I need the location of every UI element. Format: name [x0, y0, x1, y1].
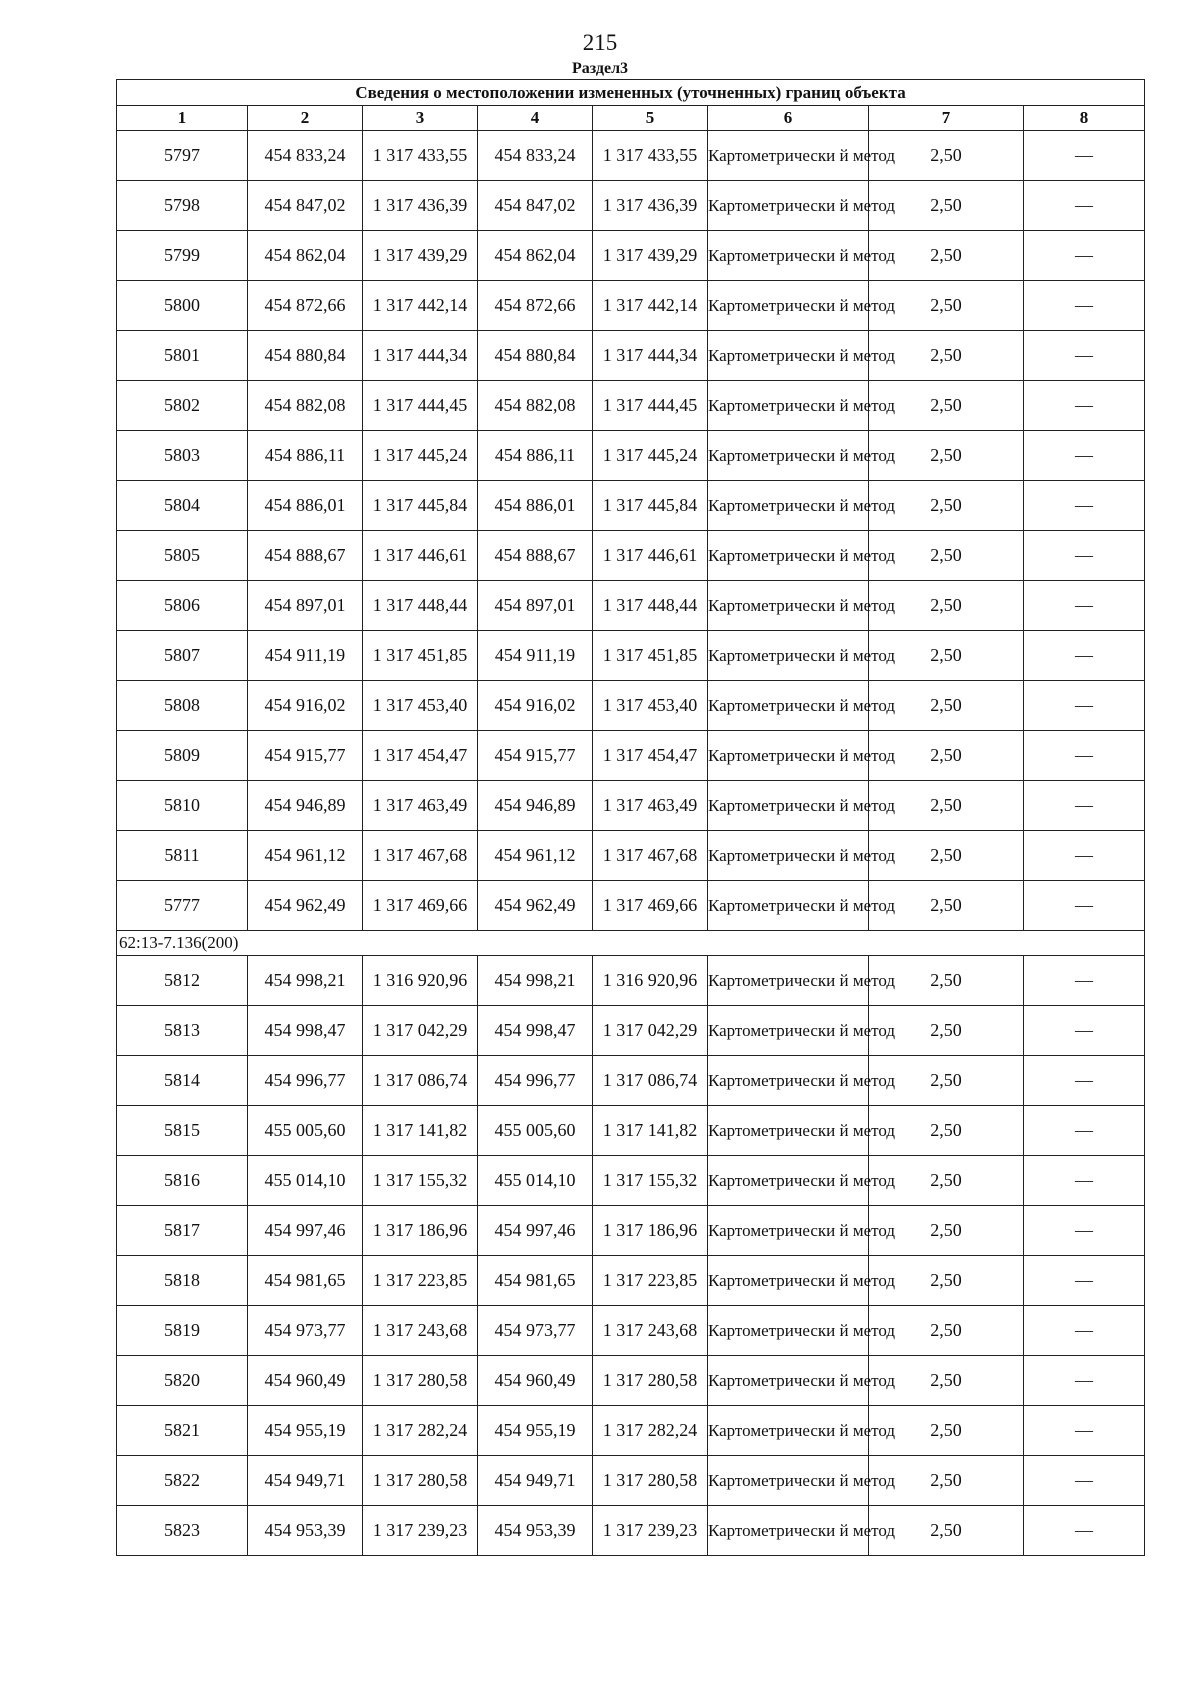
- new-x-coordinate-cell: 454 996,77: [478, 1056, 593, 1106]
- method-cell: Картометрически й метод: [708, 231, 869, 281]
- table-row: [117, 281, 1145, 331]
- y-coordinate-cell: 1 317 444,45: [363, 381, 478, 431]
- x-coordinate-cell: 454 973,77: [248, 1306, 363, 1356]
- table-row: [117, 431, 1145, 481]
- accuracy-cell: 2,50: [869, 1456, 1024, 1506]
- description-cell: —: [1024, 381, 1145, 431]
- table-row: [117, 731, 1145, 781]
- new-y-coordinate-cell: 1 317 445,84: [593, 481, 708, 531]
- column-number: 1: [117, 106, 248, 131]
- new-y-coordinate-cell: 1 317 445,24: [593, 431, 708, 481]
- new-y-coordinate-cell: 1 317 280,58: [593, 1356, 708, 1406]
- new-x-coordinate-cell: 454 973,77: [478, 1306, 593, 1356]
- x-coordinate-cell: 454 915,77: [248, 731, 363, 781]
- column-number: 6: [708, 106, 869, 131]
- point-number-cell: 5800: [117, 281, 248, 331]
- x-coordinate-cell: 454 888,67: [248, 531, 363, 581]
- method-cell: Картометрически й метод: [708, 1206, 869, 1256]
- table-row: [117, 1056, 1145, 1106]
- table-row: [117, 231, 1145, 281]
- description-cell: —: [1024, 1406, 1145, 1456]
- x-coordinate-cell: 454 960,49: [248, 1356, 363, 1406]
- table-row: [117, 956, 1145, 1006]
- table-row: [117, 831, 1145, 881]
- new-y-coordinate-cell: 1 317 186,96: [593, 1206, 708, 1256]
- table-row: [117, 1306, 1145, 1356]
- accuracy-cell: 2,50: [869, 631, 1024, 681]
- x-coordinate-cell: 454 911,19: [248, 631, 363, 681]
- new-x-coordinate-cell: 454 961,12: [478, 831, 593, 881]
- column-number: 4: [478, 106, 593, 131]
- method-cell: Картометрически й метод: [708, 1306, 869, 1356]
- new-x-coordinate-cell: 454 949,71: [478, 1456, 593, 1506]
- column-number: 5: [593, 106, 708, 131]
- y-coordinate-cell: 1 317 445,84: [363, 481, 478, 531]
- new-x-coordinate-cell: 454 997,46: [478, 1206, 593, 1256]
- description-cell: —: [1024, 331, 1145, 381]
- description-cell: —: [1024, 956, 1145, 1006]
- accuracy-cell: 2,50: [869, 131, 1024, 181]
- description-cell: —: [1024, 1506, 1145, 1556]
- description-cell: —: [1024, 181, 1145, 231]
- point-number-cell: 5808: [117, 681, 248, 731]
- y-coordinate-cell: 1 317 445,24: [363, 431, 478, 481]
- new-y-coordinate-cell: 1 317 280,58: [593, 1456, 708, 1506]
- description-cell: —: [1024, 1056, 1145, 1106]
- new-x-coordinate-cell: 454 886,11: [478, 431, 593, 481]
- y-coordinate-cell: 1 317 243,68: [363, 1306, 478, 1356]
- column-number-row: [117, 106, 1145, 131]
- new-x-coordinate-cell: 454 960,49: [478, 1356, 593, 1406]
- table-row: [117, 1356, 1145, 1406]
- new-y-coordinate-cell: 1 317 042,29: [593, 1006, 708, 1056]
- point-number-cell: 5823: [117, 1506, 248, 1556]
- x-coordinate-cell: 454 981,65: [248, 1256, 363, 1306]
- accuracy-cell: 2,50: [869, 1256, 1024, 1306]
- point-number-cell: 5821: [117, 1406, 248, 1456]
- table-row: [117, 681, 1145, 731]
- x-coordinate-cell: 454 880,84: [248, 331, 363, 381]
- description-cell: —: [1024, 681, 1145, 731]
- y-coordinate-cell: 1 317 155,32: [363, 1156, 478, 1206]
- point-number-cell: 5820: [117, 1356, 248, 1406]
- point-number-cell: 5805: [117, 531, 248, 581]
- point-number-cell: 5799: [117, 231, 248, 281]
- table-row: [117, 1106, 1145, 1156]
- point-number-cell: 5802: [117, 381, 248, 431]
- x-coordinate-cell: 454 847,02: [248, 181, 363, 231]
- point-number-cell: 5814: [117, 1056, 248, 1106]
- method-cell: Картометрически й метод: [708, 331, 869, 381]
- x-coordinate-cell: 454 962,49: [248, 881, 363, 931]
- accuracy-cell: 2,50: [869, 581, 1024, 631]
- point-number-cell: 5815: [117, 1106, 248, 1156]
- table-row: [117, 781, 1145, 831]
- new-x-coordinate-cell: 455 005,60: [478, 1106, 593, 1156]
- x-coordinate-cell: 454 872,66: [248, 281, 363, 331]
- new-y-coordinate-cell: 1 317 141,82: [593, 1106, 708, 1156]
- column-number: 2: [248, 106, 363, 131]
- new-x-coordinate-cell: 454 916,02: [478, 681, 593, 731]
- table-row: [117, 881, 1145, 931]
- column-number: 7: [869, 106, 1024, 131]
- x-coordinate-cell: 454 886,01: [248, 481, 363, 531]
- y-coordinate-cell: 1 317 454,47: [363, 731, 478, 781]
- new-y-coordinate-cell: 1 317 436,39: [593, 181, 708, 231]
- y-coordinate-cell: 1 317 186,96: [363, 1206, 478, 1256]
- method-cell: Картометрически й метод: [708, 631, 869, 681]
- description-cell: —: [1024, 1156, 1145, 1206]
- group-label: 62:13-7.136(200): [117, 931, 1145, 956]
- x-coordinate-cell: 454 953,39: [248, 1506, 363, 1556]
- y-coordinate-cell: 1 317 086,74: [363, 1056, 478, 1106]
- method-cell: Картометрически й метод: [708, 531, 869, 581]
- method-cell: Картометрически й метод: [708, 1006, 869, 1056]
- table-row: [117, 331, 1145, 381]
- accuracy-cell: 2,50: [869, 431, 1024, 481]
- y-coordinate-cell: 1 317 433,55: [363, 131, 478, 181]
- table-row: [117, 1006, 1145, 1056]
- y-coordinate-cell: 1 317 451,85: [363, 631, 478, 681]
- table-row: [117, 1156, 1145, 1206]
- accuracy-cell: 2,50: [869, 831, 1024, 881]
- x-coordinate-cell: 454 998,21: [248, 956, 363, 1006]
- point-number-cell: 5812: [117, 956, 248, 1006]
- method-cell: Картометрически й метод: [708, 481, 869, 531]
- new-x-coordinate-cell: 454 915,77: [478, 731, 593, 781]
- new-x-coordinate-cell: 454 833,24: [478, 131, 593, 181]
- description-cell: —: [1024, 1006, 1145, 1056]
- description-cell: —: [1024, 581, 1145, 631]
- method-cell: Картометрически й метод: [708, 431, 869, 481]
- x-coordinate-cell: 454 996,77: [248, 1056, 363, 1106]
- new-x-coordinate-cell: 454 911,19: [478, 631, 593, 681]
- accuracy-cell: 2,50: [869, 1406, 1024, 1456]
- point-number-cell: 5777: [117, 881, 248, 931]
- accuracy-cell: 2,50: [869, 1106, 1024, 1156]
- description-cell: —: [1024, 431, 1145, 481]
- description-cell: —: [1024, 1206, 1145, 1256]
- y-coordinate-cell: 1 317 282,24: [363, 1406, 478, 1456]
- accuracy-cell: 2,50: [869, 1306, 1024, 1356]
- column-number: 8: [1024, 106, 1145, 131]
- new-y-coordinate-cell: 1 317 239,23: [593, 1506, 708, 1556]
- table-row: [117, 1406, 1145, 1456]
- accuracy-cell: 2,50: [869, 531, 1024, 581]
- description-cell: —: [1024, 1456, 1145, 1506]
- x-coordinate-cell: 455 014,10: [248, 1156, 363, 1206]
- table-caption: Сведения о местоположении измененных (уточненных) границ объекта: [117, 80, 1145, 106]
- point-number-cell: 5813: [117, 1006, 248, 1056]
- coordinates-table: [116, 79, 1145, 1556]
- table-row: [117, 631, 1145, 681]
- point-number-cell: 5806: [117, 581, 248, 631]
- point-number-cell: 5803: [117, 431, 248, 481]
- y-coordinate-cell: 1 317 453,40: [363, 681, 478, 731]
- new-y-coordinate-cell: 1 317 467,68: [593, 831, 708, 881]
- accuracy-cell: 2,50: [869, 781, 1024, 831]
- new-y-coordinate-cell: 1 317 086,74: [593, 1056, 708, 1106]
- description-cell: —: [1024, 831, 1145, 881]
- group-label-row: [117, 931, 1145, 956]
- table-body: [117, 131, 1145, 1556]
- x-coordinate-cell: 454 862,04: [248, 231, 363, 281]
- new-y-coordinate-cell: 1 317 446,61: [593, 531, 708, 581]
- new-y-coordinate-cell: 1 317 243,68: [593, 1306, 708, 1356]
- table-row: [117, 1506, 1145, 1556]
- new-x-coordinate-cell: 454 862,04: [478, 231, 593, 281]
- x-coordinate-cell: 454 946,89: [248, 781, 363, 831]
- accuracy-cell: 2,50: [869, 481, 1024, 531]
- table-caption-row: [117, 80, 1145, 106]
- accuracy-cell: 2,50: [869, 331, 1024, 381]
- new-x-coordinate-cell: 454 946,89: [478, 781, 593, 831]
- new-y-coordinate-cell: 1 317 469,66: [593, 881, 708, 931]
- y-coordinate-cell: 1 317 280,58: [363, 1456, 478, 1506]
- new-x-coordinate-cell: 454 897,01: [478, 581, 593, 631]
- new-y-coordinate-cell: 1 317 155,32: [593, 1156, 708, 1206]
- method-cell: Картометрически й метод: [708, 281, 869, 331]
- table-row: [117, 1206, 1145, 1256]
- y-coordinate-cell: 1 317 223,85: [363, 1256, 478, 1306]
- new-x-coordinate-cell: 454 872,66: [478, 281, 593, 331]
- x-coordinate-cell: 454 886,11: [248, 431, 363, 481]
- accuracy-cell: 2,50: [869, 956, 1024, 1006]
- method-cell: Картометрически й метод: [708, 1056, 869, 1106]
- table-row: [117, 581, 1145, 631]
- y-coordinate-cell: 1 317 469,66: [363, 881, 478, 931]
- accuracy-cell: 2,50: [869, 731, 1024, 781]
- table-row: [117, 481, 1145, 531]
- accuracy-cell: 2,50: [869, 681, 1024, 731]
- y-coordinate-cell: 1 317 444,34: [363, 331, 478, 381]
- description-cell: —: [1024, 131, 1145, 181]
- table-row: [117, 181, 1145, 231]
- new-x-coordinate-cell: 454 955,19: [478, 1406, 593, 1456]
- y-coordinate-cell: 1 317 141,82: [363, 1106, 478, 1156]
- new-x-coordinate-cell: 454 847,02: [478, 181, 593, 231]
- method-cell: Картометрически й метод: [708, 131, 869, 181]
- point-number-cell: 5816: [117, 1156, 248, 1206]
- new-x-coordinate-cell: 454 998,21: [478, 956, 593, 1006]
- x-coordinate-cell: 454 998,47: [248, 1006, 363, 1056]
- new-y-coordinate-cell: 1 317 448,44: [593, 581, 708, 631]
- table-row: [117, 1256, 1145, 1306]
- description-cell: —: [1024, 631, 1145, 681]
- new-y-coordinate-cell: 1 317 433,55: [593, 131, 708, 181]
- new-y-coordinate-cell: 1 317 454,47: [593, 731, 708, 781]
- new-y-coordinate-cell: 1 317 442,14: [593, 281, 708, 331]
- description-cell: —: [1024, 1306, 1145, 1356]
- new-x-coordinate-cell: 454 953,39: [478, 1506, 593, 1556]
- method-cell: Картометрически й метод: [708, 956, 869, 1006]
- point-number-cell: 5817: [117, 1206, 248, 1256]
- x-coordinate-cell: 454 997,46: [248, 1206, 363, 1256]
- y-coordinate-cell: 1 317 436,39: [363, 181, 478, 231]
- method-cell: Картометрически й метод: [708, 731, 869, 781]
- accuracy-cell: 2,50: [869, 1506, 1024, 1556]
- method-cell: Картометрически й метод: [708, 781, 869, 831]
- description-cell: —: [1024, 731, 1145, 781]
- method-cell: Картометрически й метод: [708, 1406, 869, 1456]
- point-number-cell: 5811: [117, 831, 248, 881]
- y-coordinate-cell: 1 317 448,44: [363, 581, 478, 631]
- description-cell: —: [1024, 231, 1145, 281]
- x-coordinate-cell: 454 916,02: [248, 681, 363, 731]
- accuracy-cell: 2,50: [869, 281, 1024, 331]
- x-coordinate-cell: 454 833,24: [248, 131, 363, 181]
- method-cell: Картометрически й метод: [708, 831, 869, 881]
- accuracy-cell: 2,50: [869, 1156, 1024, 1206]
- y-coordinate-cell: 1 317 042,29: [363, 1006, 478, 1056]
- point-number-cell: 5807: [117, 631, 248, 681]
- new-x-coordinate-cell: 454 880,84: [478, 331, 593, 381]
- table-row: [117, 381, 1145, 431]
- method-cell: Картометрически й метод: [708, 681, 869, 731]
- new-x-coordinate-cell: 455 014,10: [478, 1156, 593, 1206]
- method-cell: Картометрически й метод: [708, 181, 869, 231]
- new-x-coordinate-cell: 454 888,67: [478, 531, 593, 581]
- description-cell: —: [1024, 481, 1145, 531]
- method-cell: Картометрически й метод: [708, 881, 869, 931]
- x-coordinate-cell: 455 005,60: [248, 1106, 363, 1156]
- y-coordinate-cell: 1 317 467,68: [363, 831, 478, 881]
- column-number: 3: [363, 106, 478, 131]
- accuracy-cell: 2,50: [869, 231, 1024, 281]
- new-x-coordinate-cell: 454 998,47: [478, 1006, 593, 1056]
- new-y-coordinate-cell: 1 316 920,96: [593, 956, 708, 1006]
- method-cell: Картометрически й метод: [708, 1256, 869, 1306]
- new-x-coordinate-cell: 454 962,49: [478, 881, 593, 931]
- point-number-cell: 5804: [117, 481, 248, 531]
- x-coordinate-cell: 454 955,19: [248, 1406, 363, 1456]
- accuracy-cell: 2,50: [869, 881, 1024, 931]
- section-title: Раздел3: [571, 60, 629, 77]
- new-x-coordinate-cell: 454 886,01: [478, 481, 593, 531]
- point-number-cell: 5819: [117, 1306, 248, 1356]
- description-cell: —: [1024, 1106, 1145, 1156]
- x-coordinate-cell: 454 961,12: [248, 831, 363, 881]
- accuracy-cell: 2,50: [869, 1006, 1024, 1056]
- description-cell: —: [1024, 881, 1145, 931]
- new-y-coordinate-cell: 1 317 439,29: [593, 231, 708, 281]
- method-cell: Картометрически й метод: [708, 1156, 869, 1206]
- accuracy-cell: 2,50: [869, 1356, 1024, 1406]
- y-coordinate-cell: 1 317 442,14: [363, 281, 478, 331]
- accuracy-cell: 2,50: [869, 381, 1024, 431]
- method-cell: Картометрически й метод: [708, 1356, 869, 1406]
- method-cell: Картометрически й метод: [708, 1506, 869, 1556]
- y-coordinate-cell: 1 316 920,96: [363, 956, 478, 1006]
- new-y-coordinate-cell: 1 317 444,45: [593, 381, 708, 431]
- method-cell: Картометрически й метод: [708, 381, 869, 431]
- description-cell: —: [1024, 781, 1145, 831]
- new-y-coordinate-cell: 1 317 451,85: [593, 631, 708, 681]
- y-coordinate-cell: 1 317 439,29: [363, 231, 478, 281]
- table-row: [117, 531, 1145, 581]
- y-coordinate-cell: 1 317 239,23: [363, 1506, 478, 1556]
- accuracy-cell: 2,50: [869, 181, 1024, 231]
- new-x-coordinate-cell: 454 882,08: [478, 381, 593, 431]
- x-coordinate-cell: 454 949,71: [248, 1456, 363, 1506]
- new-y-coordinate-cell: 1 317 223,85: [593, 1256, 708, 1306]
- point-number-cell: 5822: [117, 1456, 248, 1506]
- description-cell: —: [1024, 1356, 1145, 1406]
- method-cell: Картометрически й метод: [708, 581, 869, 631]
- point-number-cell: 5797: [117, 131, 248, 181]
- point-number-cell: 5798: [117, 181, 248, 231]
- point-number-cell: 5809: [117, 731, 248, 781]
- new-x-coordinate-cell: 454 981,65: [478, 1256, 593, 1306]
- new-y-coordinate-cell: 1 317 463,49: [593, 781, 708, 831]
- method-cell: Картометрически й метод: [708, 1106, 869, 1156]
- new-y-coordinate-cell: 1 317 282,24: [593, 1406, 708, 1456]
- y-coordinate-cell: 1 317 446,61: [363, 531, 478, 581]
- point-number-cell: 5801: [117, 331, 248, 381]
- accuracy-cell: 2,50: [869, 1056, 1024, 1106]
- x-coordinate-cell: 454 897,01: [248, 581, 363, 631]
- y-coordinate-cell: 1 317 463,49: [363, 781, 478, 831]
- description-cell: —: [1024, 1256, 1145, 1306]
- new-y-coordinate-cell: 1 317 453,40: [593, 681, 708, 731]
- point-number-cell: 5810: [117, 781, 248, 831]
- description-cell: —: [1024, 281, 1145, 331]
- y-coordinate-cell: 1 317 280,58: [363, 1356, 478, 1406]
- page-number: 215: [582, 30, 618, 55]
- new-y-coordinate-cell: 1 317 444,34: [593, 331, 708, 381]
- table-row: [117, 1456, 1145, 1506]
- x-coordinate-cell: 454 882,08: [248, 381, 363, 431]
- point-number-cell: 5818: [117, 1256, 248, 1306]
- description-cell: —: [1024, 531, 1145, 581]
- accuracy-cell: 2,50: [869, 1206, 1024, 1256]
- method-cell: Картометрически й метод: [708, 1456, 869, 1506]
- table-row: [117, 131, 1145, 181]
